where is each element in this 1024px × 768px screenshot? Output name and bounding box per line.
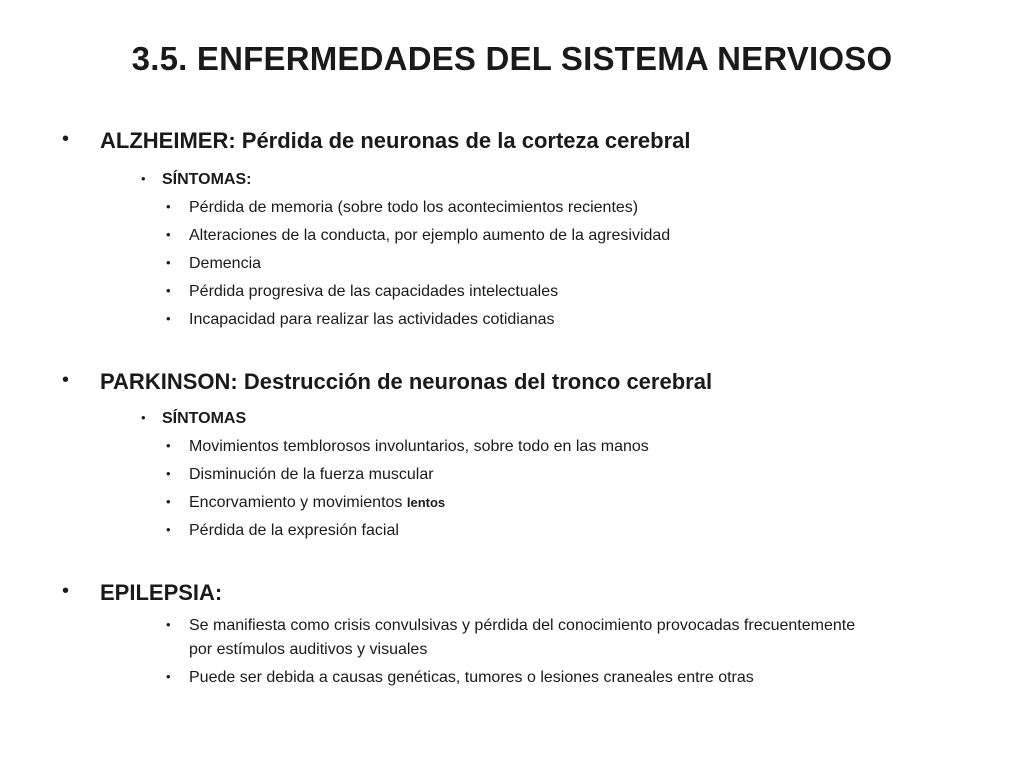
list-item-text-main: Encorvamiento y movimientos: [189, 494, 407, 511]
bullet-icon: •: [141, 171, 146, 186]
list-item-text: Demencia: [189, 255, 262, 272]
bullet-icon: •: [166, 669, 171, 684]
epilepsia-heading: EPILEPSIA:: [100, 580, 223, 605]
bullet-icon: •: [166, 283, 171, 298]
list-item-text: Alteraciones de la conducta, por ejemplo aumento de la agresividad: [189, 227, 671, 244]
bullet-icon: •: [62, 369, 70, 391]
list-item-text: Pérdida progresiva de las capacidades intelectuales: [189, 283, 559, 300]
list-item-text: Se manifiesta como crisis convulsivas y pérdida del conocimiento provocadas frecuentemente: [189, 617, 856, 634]
list-item-text: Disminución de la fuerza muscular: [189, 466, 434, 483]
bullet-icon: •: [141, 410, 146, 425]
bullet-icon: •: [62, 580, 70, 602]
symptoms-label: SÍNTOMAS:: [162, 171, 252, 188]
bullet-icon: •: [166, 438, 171, 453]
bullet-icon: •: [166, 227, 171, 242]
bullet-icon: •: [166, 494, 171, 509]
slide-title: 3.5. ENFERMEDADES DEL SISTEMA NERVIOSO: [131, 40, 893, 77]
bullet-icon: •: [166, 617, 171, 632]
bullet-icon: •: [166, 311, 171, 326]
bullet-icon: •: [166, 522, 171, 537]
bullet-icon: •: [166, 199, 171, 214]
bullet-icon: •: [166, 255, 171, 270]
bullet-icon: •: [166, 466, 171, 481]
list-item-text: [189, 494, 445, 512]
list-item-text: Movimientos temblorosos involuntarios, sobre todo en las manos: [189, 438, 649, 455]
list-item-text: Pérdida de memoria (sobre todo los acontecimientos recientes): [189, 199, 639, 216]
list-item-text: por estímulos auditivos y visuales: [189, 641, 428, 658]
list-item-text-suffix: lentos: [406, 495, 446, 510]
parkinson-heading: PARKINSON: Destrucción de neuronas del tronco cerebral: [100, 369, 713, 394]
list-item-text: Incapacidad para realizar las actividades cotidianas: [189, 311, 555, 328]
bullet-icon: •: [62, 128, 70, 150]
list-item-text: Puede ser debida a causas genéticas, tumores o lesiones craneales entre otras: [189, 669, 754, 686]
symptoms-label: SÍNTOMAS: [162, 410, 247, 427]
alzheimer-heading: ALZHEIMER: Pérdida de neuronas de la corteza cerebral: [100, 128, 691, 153]
list-item-text: Pérdida de la expresión facial: [189, 522, 399, 539]
